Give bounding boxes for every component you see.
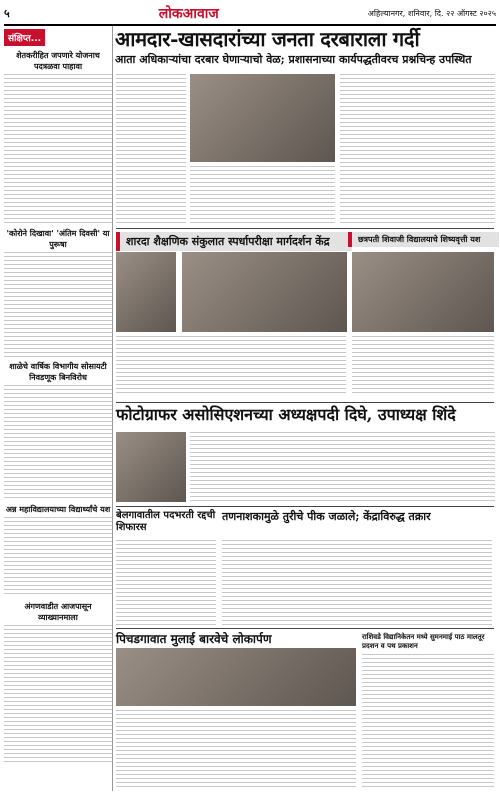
masthead [4,2,496,26]
story-headline: बेलगावातील पदभरती रद्दची शिफारस [116,510,216,533]
story-headline: छत्रपती शिवाजी विद्यालयाचे शिष्यवृत्ती यश [348,232,499,247]
lead-body-text [190,166,335,226]
divider [116,228,494,229]
sidebar-body [4,517,112,597]
story-body-text [116,336,346,396]
divider [116,506,494,507]
lead-headline-block [115,28,495,66]
lead-body-text [116,74,186,224]
story-body-text [352,336,494,396]
story-photo [182,252,347,332]
lead-subheadline: आता अधिकाऱ्यांचा दरबार घेणार्‍याचो वेळ; प्रशासनाच्या कार्यपद्धतीवरच प्रश्नचिन्ह उपस्थित [115,53,472,66]
divider [116,402,494,403]
sidebar-body [4,385,112,500]
sidebar-body [4,252,112,357]
newspaper-logo: लोकआवाज [158,5,219,22]
story-photo [116,648,356,706]
story-headline: फोटोग्राफर असोसिएशनच्या अध्यक्षपदी दिघे, उपाध्यक्ष शिंदे [116,405,456,424]
story-body-text [190,432,495,502]
divider [116,628,494,629]
sidebar-column [4,26,113,791]
story-body-text [116,540,216,625]
sidebar-headline: शाळेचे वार्षिक विभागीय सोसायटी निवडणूक बिनविरोध [9,361,107,382]
story-photo [116,432,186,502]
story-headline: शारदा शैक्षणिक संकुलात स्पर्धापरीक्षा मार्गदर्शन केंद्र [116,232,352,251]
sidebar-tag: संक्षिप्त... [4,29,45,46]
story-headline: राशिवडे विद्यानिकेतन मध्ये सुमनमाई पाठ मालतूर प्रदशन व पथ प्रकाशन [362,632,485,650]
sidebar-headline: 'कोरोने दिखावा' 'अंतिम दिवसी' या पुरूषा [6,228,110,249]
sidebar-headline: शेतकरीहित जपणारे योजनाच पदत्रळवा पाहावा [16,50,100,71]
dateline: अहिल्यानगर, शनिवार, दि. २२ ऑगस्ट २०२५ [367,8,496,18]
story-headline: पिचडगावात मुलाई बारवेचे लोकार्पण [116,632,272,646]
story-photo [352,252,494,332]
page-number: ५ [4,6,10,20]
sidebar-body [4,625,112,765]
story-body-text [116,710,356,790]
sidebar-headline: अन्न महाविद्यालयाच्या विद्यार्थ्यांचे यश [5,504,111,514]
story-body-text [362,654,494,789]
sidebar-body [4,74,112,224]
lead-photo [190,74,335,162]
story-body-text [222,540,492,625]
lead-headline: आमदार-खासदारांच्या जनता दरबाराला गर्दी [115,27,420,51]
sidebar-headline: अंगणवाडीत आजपासून व्याख्यानमाला [24,601,92,622]
story-headline: तणनाशकामुळे तुरीचे पीक जळाले; केंद्राविरुद्ध तक्रार [222,510,431,523]
story-photo [116,252,176,332]
lead-body-text [340,74,495,224]
